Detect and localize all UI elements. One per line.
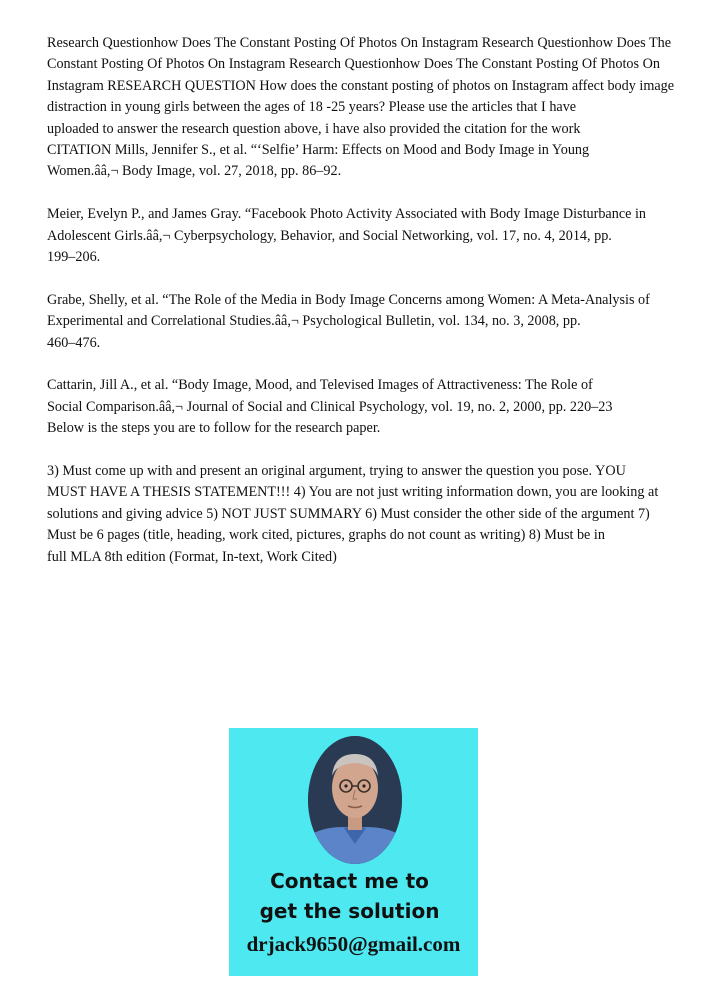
text-line: Grabe, Shelly, et al. “The Role of the Media in Body Image Concerns among Women: A Meta-Analysis of bbox=[47, 291, 650, 308]
ad-headline-line1: Contact me to bbox=[270, 869, 429, 893]
paragraph-citation-cattarin bbox=[47, 375, 687, 439]
text-line: Must be 6 pages (title, heading, work cited, pictures, graphs do not count as writing) 8) Must be in bbox=[47, 527, 605, 544]
text-line: uploaded to answer the research question above, i have also provided the citation for the work bbox=[47, 120, 581, 137]
text-line: Meier, Evelyn P., and James Gray. “Facebook Photo Activity Associated with Body Image Disturbance in bbox=[47, 206, 646, 223]
text-line: Social Comparison.ââ,¬ Journal of Social and Clinical Psychology, vol. 19, no. 2, 2000, pp. 220–23 bbox=[47, 398, 613, 415]
paragraph-citation-meier bbox=[47, 204, 687, 268]
text-line: distraction in young girls between the ages of 18 -25 years? Please use the articles that I have bbox=[47, 99, 577, 116]
person-portrait-icon bbox=[308, 736, 402, 864]
text-line: full MLA 8th edition (Format, In-text, Work Cited) bbox=[47, 548, 337, 565]
document-body bbox=[47, 33, 687, 589]
text-line: 3) Must come up with and present an original argument, trying to answer the question you pose. YOU bbox=[47, 463, 626, 480]
paragraph-citation-grabe bbox=[47, 290, 687, 354]
paragraph-steps bbox=[47, 461, 687, 568]
text-line: Constant Posting Of Photos On Instagram Research Questionhow Does The Constant Posting Of Photos On bbox=[47, 56, 660, 73]
text-line: Women.ââ,¬ Body Image, vol. 27, 2018, pp. 86–92. bbox=[47, 163, 342, 180]
ad-email-link[interactable]: drjack9650@gmail.com bbox=[246, 932, 461, 956]
text-line: Below is the steps you are to follow for the research paper. bbox=[47, 420, 381, 437]
text-line: MUST HAVE A THESIS STATEMENT!!! 4) You are not just writing information down, you are looking at bbox=[47, 484, 659, 501]
text-line: 460–476. bbox=[47, 334, 101, 351]
text-line: Adolescent Girls.ââ,¬ Cyberpsychology, Behavior, and Social Networking, vol. 17, no. 4, 2014, pp. bbox=[47, 227, 612, 244]
portrait-illustration bbox=[308, 736, 402, 864]
text-line: 199–206. bbox=[47, 249, 101, 266]
contact-ad-banner[interactable] bbox=[229, 728, 478, 976]
text-line: Experimental and Correlational Studies.ââ,¬ Psychological Bulletin, vol. 134, no. 3, 2008, pp. bbox=[47, 313, 581, 330]
text-line: Cattarin, Jill A., et al. “Body Image, Mood, and Televised Images of Attractiveness: The Role of bbox=[47, 377, 593, 394]
text-line: Instagram RESEARCH QUESTION How does the constant posting of photos on Instagram affect body image bbox=[47, 77, 675, 94]
paragraph-research-question bbox=[47, 33, 687, 183]
text-line: Research Questionhow Does The Constant Posting Of Photos On Instagram Research Questionhow Does The bbox=[47, 35, 672, 51]
text-line: solutions and giving advice 5) NOT JUST SUMMARY 6) Must consider the other side of the argument 7) bbox=[47, 505, 650, 522]
text-line: CITATION Mills, Jennifer S., et al. “‘Selfie’ Harm: Effects on Mood and Body Image in Young bbox=[47, 142, 590, 159]
ad-headline-line2: get the solution bbox=[259, 899, 440, 923]
